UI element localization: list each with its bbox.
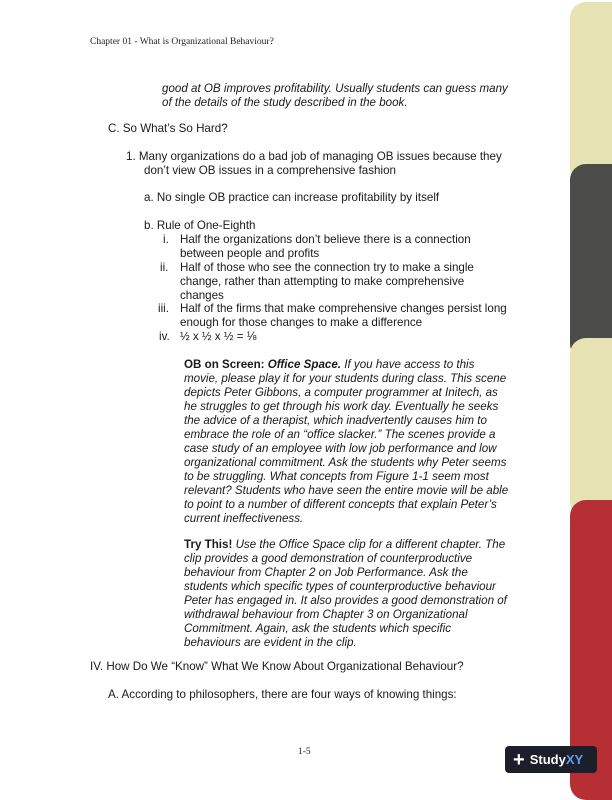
try-this-line: withdrawal behaviour from Chapter 3 on Organizational xyxy=(184,608,468,621)
ob-screen-line: relevant? Students who have seen the entire movie will be able xyxy=(184,484,509,497)
ob-screen-line: organizational commitment. Ask the students why Peter seems xyxy=(184,456,507,469)
try-this-line: Commitment. Again, ask the students which specific xyxy=(184,622,451,635)
section-heading-iv-a: A. According to philosophers, there are four ways of knowing things: xyxy=(108,688,457,701)
roman-item-line: changes xyxy=(180,289,224,302)
ob-screen-line: the advice of a therapist, which inadvertently causes him to xyxy=(184,414,487,427)
roman-num: iv. xyxy=(159,330,170,343)
try-this-line: Peter has engaged in. It also provides a good demonstration of xyxy=(184,594,507,607)
roman-item-line: enough for those changes to make a difference xyxy=(180,316,423,329)
ob-screen-first-line xyxy=(184,358,474,373)
ob-screen-line: movie, please play it for your students during class. This scene xyxy=(184,372,507,385)
try-this-line: clip provides a good demonstration of counterproductive xyxy=(184,552,473,565)
ob-screen-title: Office Space. xyxy=(267,358,342,371)
ob-screen-line: depicts Peter Gibbons, a computer programmer at Initech, as xyxy=(184,386,498,399)
list-item-b: b. Rule of One-Eighth xyxy=(144,219,256,232)
roman-item-line: Half of the firms that make comprehensive changes persist long xyxy=(180,302,507,315)
page-number: 1-5 xyxy=(298,747,311,757)
try-this-line: students which specific types of counterproductive behaviour xyxy=(184,580,496,593)
intro-line: good at OB improves profitability. Usually students can guess many xyxy=(162,82,508,95)
badge-word-study: Study xyxy=(529,752,566,767)
badge-word-xy: XY xyxy=(565,752,584,767)
ob-screen-line: to point to a number of different concepts that explain Peter’s xyxy=(184,498,497,511)
try-this-first-line xyxy=(184,538,505,553)
side-tab-light-top xyxy=(570,2,612,184)
roman-item-line: change, rather than attempting to make comprehensive xyxy=(180,275,465,288)
roman-item-line: Half of those who see the connection try to make a single xyxy=(180,261,474,274)
side-tab-light-middle xyxy=(570,338,612,518)
roman-num: i. xyxy=(163,233,169,246)
section-heading-iv: IV. How Do We “Know” What We Know About Organizational Behaviour? xyxy=(90,660,464,673)
ob-screen-line: he struggles to get through his work day. Eventually he seeks xyxy=(184,400,499,413)
list-item-1: 1. Many organizations do a bad job of managing OB issues because they xyxy=(126,150,502,163)
roman-item-line: between people and profits xyxy=(180,247,320,260)
section-heading-c: C. So What’s So Hard? xyxy=(108,122,228,135)
roman-num: ii. xyxy=(160,261,169,274)
roman-item-line: ½ x ½ x ½ = ⅛ xyxy=(180,330,257,343)
try-this-label: Try This! xyxy=(184,538,233,551)
roman-item-line: Half the organizations don’t believe there is a connection xyxy=(180,233,471,246)
try-this-text: Use the Office Space clip for a different chapter. The xyxy=(235,538,506,551)
ob-screen-line: case study of an employee with low job performance and low xyxy=(184,442,497,455)
studyxy-badge[interactable] xyxy=(505,746,597,773)
side-tab-strip xyxy=(570,0,612,792)
page-header: Chapter 01 - What is Organizational Behaviour? xyxy=(90,37,274,47)
intro-line: of the details of the study described in the book. xyxy=(162,96,408,109)
list-item-a: a. No single OB practice can increase profitability by itself xyxy=(144,191,440,204)
roman-num: iii. xyxy=(158,302,169,315)
list-item-1-cont: don’t view OB issues in a comprehensive fashion xyxy=(144,164,396,177)
side-tab-dark xyxy=(570,164,612,360)
ob-screen-text: If you have access to this xyxy=(344,358,475,371)
ob-screen-label: OB on Screen: xyxy=(184,358,265,371)
plus-icon: + xyxy=(513,748,525,771)
ob-screen-line: embrace the role of an “office slacker.” The scenes provide a xyxy=(184,428,496,441)
ob-screen-line: to be struggling. What concepts from Figure 1-1 seem most xyxy=(184,470,489,483)
try-this-line: behaviours are evident in the clip. xyxy=(184,636,357,649)
ob-screen-line: current ineffectiveness. xyxy=(184,512,304,525)
try-this-line: behaviour from Chapter 2 on Job Performance. Ask the xyxy=(184,566,468,579)
